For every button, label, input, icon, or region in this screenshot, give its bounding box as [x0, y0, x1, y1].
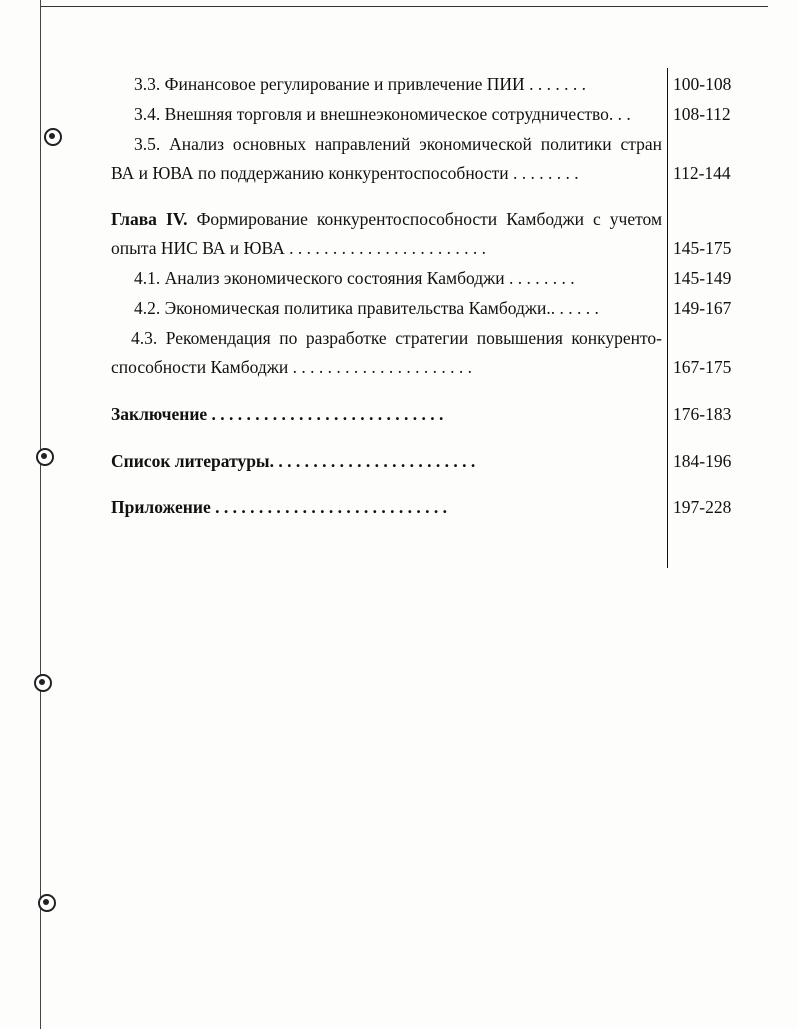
- toc-page-range: 112-144: [673, 163, 731, 183]
- binding-hole-mark-icon: [44, 128, 62, 146]
- toc-entry-3-5: 3.5. Анализ основных направлений экономической политики стран: [134, 134, 662, 154]
- toc-entry-text: 4.1. Анализ экономического состояния Камбоджи . . . . . . . .: [134, 268, 575, 288]
- chapter-label: Глава IV.: [111, 209, 188, 229]
- toc-entry-text: Список литературы. . . . . . . . . . . . . . . . . . . . . . . .: [111, 451, 476, 471]
- toc-entry-text: 3.4. Внешняя торговля и внешнеэкономическое сотрудничество. . .: [134, 104, 631, 124]
- toc-page-range: 167-175: [673, 357, 732, 377]
- toc-entry-text: Заключение . . . . . . . . . . . . . . . . . . . . . . . . . . .: [111, 404, 444, 424]
- toc-page-range: 145-149: [673, 268, 732, 288]
- toc-page-range: 145-175: [673, 238, 732, 258]
- toc-entry-text: ВА и ЮВА по поддержанию конкурентоспособности . . . . . . . .: [111, 163, 579, 183]
- toc-entry-text: 3.3. Финансовое регулирование и привлечение ПИИ . . . . . . .: [134, 74, 586, 94]
- binding-hole-mark-icon: [38, 894, 56, 912]
- page-top-edge: [40, 6, 768, 7]
- toc-page-range: 184-196: [673, 451, 732, 471]
- toc-page-range: 108-112: [673, 104, 731, 124]
- toc-page-range: 149-167: [673, 298, 732, 318]
- toc-page-range: 197-228: [673, 497, 732, 517]
- toc-entry-text: Формирование конкурентоспособности Камбоджи с учетом: [196, 209, 663, 229]
- toc-entry-text: способности Камбоджи . . . . . . . . . . . . . . . . . . . . .: [111, 357, 472, 377]
- binding-hole-mark-icon: [34, 674, 52, 692]
- toc-entry-4-3: 4.3. Рекомендация по разработке стратегии повышения конкуренто-: [131, 328, 662, 348]
- toc-page-range: 176-183: [673, 404, 732, 424]
- page-number-column-divider: [667, 68, 668, 568]
- page-left-edge: [40, 0, 41, 1029]
- toc-entry-text: 4.2. Экономическая политика правительства Камбоджи.. . . . . .: [134, 298, 599, 318]
- toc-entry-text: опыта НИС ВА и ЮВА . . . . . . . . . . . . . . . . . . . . . . .: [111, 238, 486, 258]
- toc-entry-text: Приложение . . . . . . . . . . . . . . . . . . . . . . . . . . .: [111, 497, 447, 517]
- toc-chapter-4: [111, 209, 662, 230]
- binding-hole-mark-icon: [36, 448, 54, 466]
- toc-page-range: 100-108: [673, 74, 732, 94]
